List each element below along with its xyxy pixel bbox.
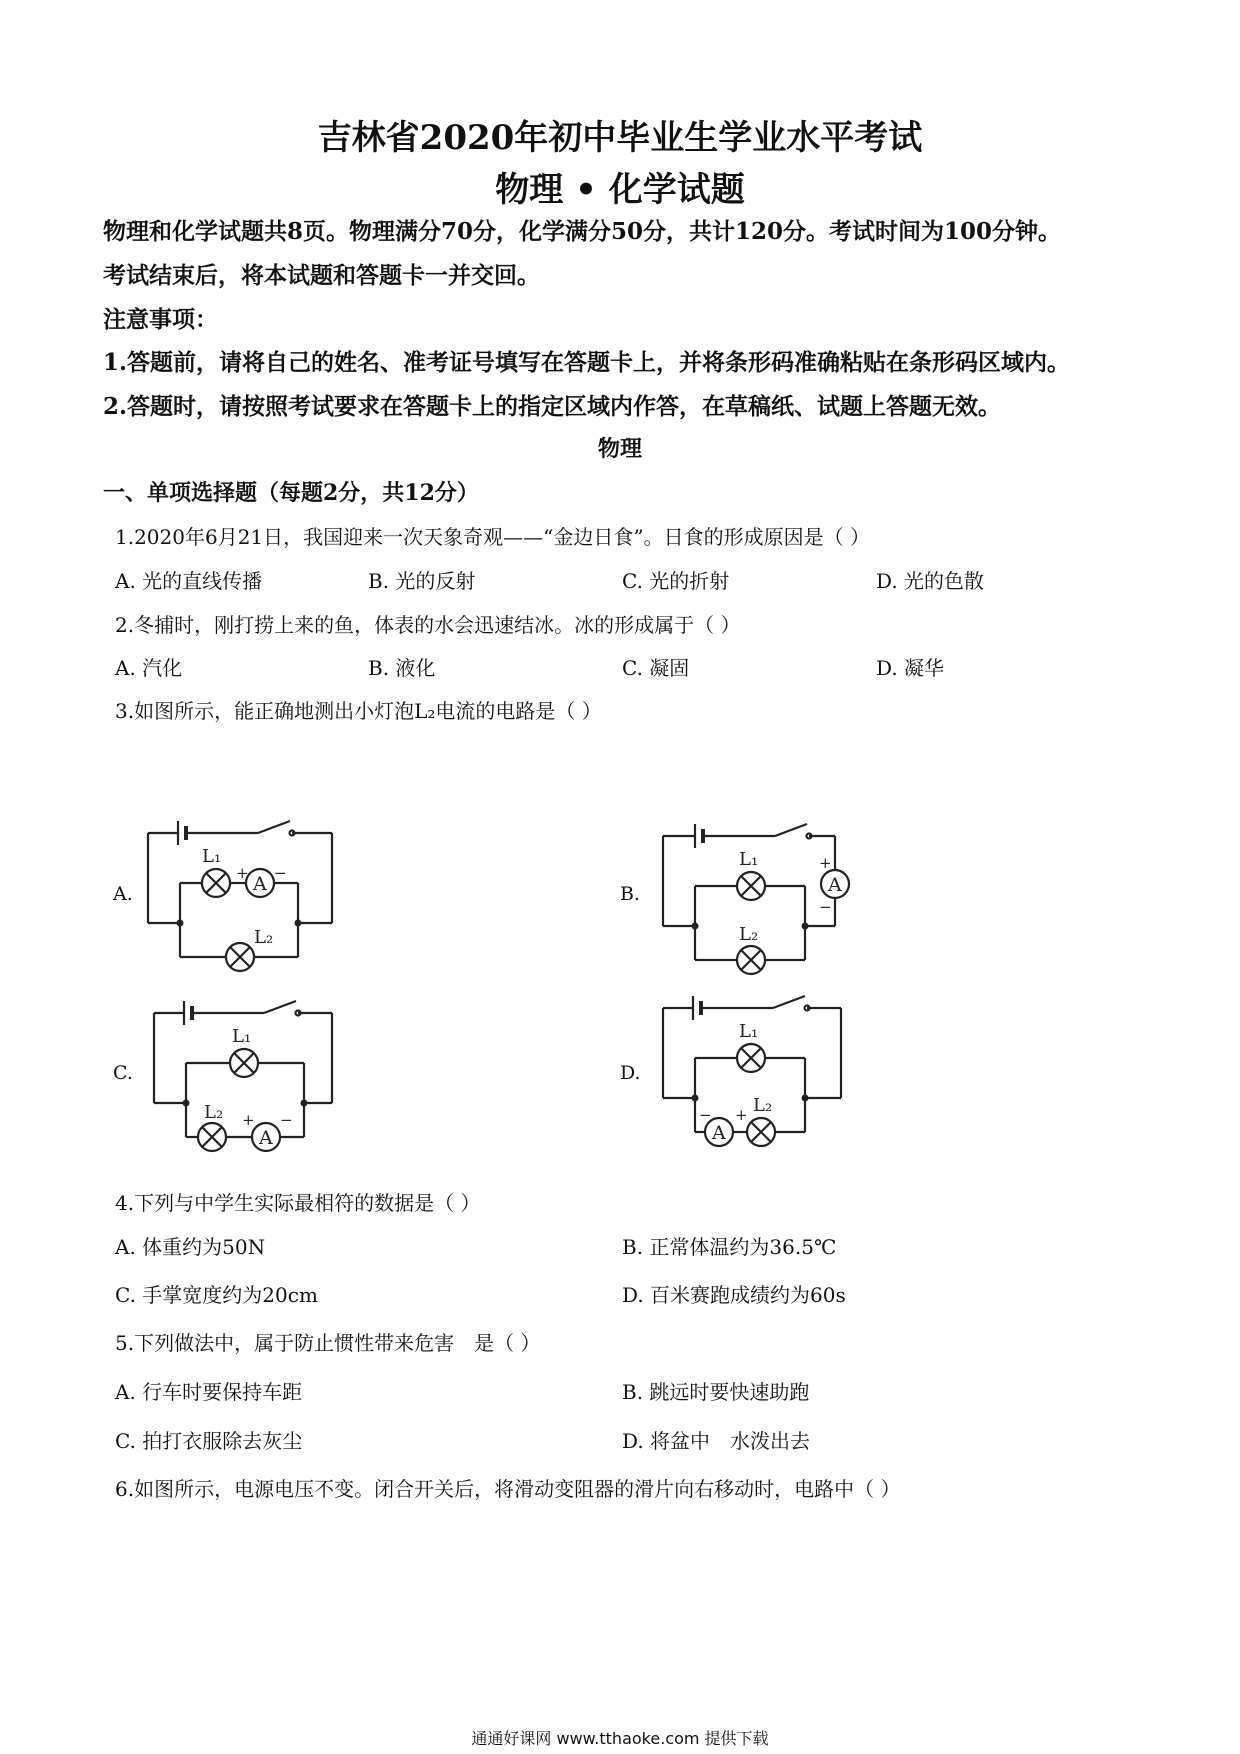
question-2-option-a: A. 汽化	[115, 656, 183, 680]
question-2-stem: 2.冬捕时，刚打捞上来的鱼，体表的水会迅速结冰。冰的形成属于（ ）	[115, 613, 741, 637]
question-4-option-a: A. 体重约为50N	[115, 1235, 266, 1259]
circuit-diagram-c	[146, 995, 346, 1155]
question-3-option-d: D.	[620, 1062, 641, 1084]
ammeter-minus-label: −	[819, 898, 832, 916]
question-2-option-c: C. 凝固	[622, 656, 690, 680]
circuit-diagram-b	[655, 818, 865, 978]
question-5-option-a: A. 行车时要保持车距	[115, 1380, 303, 1404]
question-1-option-c: C. 光的折射	[622, 569, 730, 593]
question-5-option-c: C. 拍打衣服除去灰尘	[115, 1429, 303, 1453]
ammeter-plus-label: +	[819, 854, 832, 872]
lamp-l2-label: L₂	[739, 924, 759, 945]
question-3-option-a: A.	[113, 883, 133, 905]
ammeter-label: A	[259, 1127, 273, 1149]
ammeter-minus-label: −	[280, 1111, 293, 1129]
intro-line-2: 考试结束后，将本试题和答题卡一并交回。	[103, 262, 540, 289]
ammeter-minus-label: −	[274, 864, 287, 882]
section-heading: 一、单项选择题（每题2分，共12分）	[103, 480, 479, 506]
question-5-option-b: B. 跳远时要快速助跑	[622, 1380, 810, 1404]
question-5-stem: 5.下列做法中，属于防止惯性带来危害 是（ ）	[115, 1331, 541, 1355]
lamp-l2-label: L₂	[753, 1095, 773, 1116]
note-1: 1.答题前，请将自己的姓名、准考证号填写在答题卡上，并将条形码准确粘贴在条形码区域内。	[103, 349, 1071, 376]
question-1-option-d: D. 光的色散	[876, 569, 985, 593]
footer-watermark: 通通好课网 www.tthaoke.com 提供下载	[471, 1729, 769, 1748]
ammeter-plus-label: +	[236, 864, 249, 882]
question-2-option-b: B. 液化	[368, 656, 436, 680]
notes-title: 注意事项：	[103, 306, 218, 333]
question-2-option-d: D. 凝华	[876, 656, 945, 680]
circuit-diagram-a	[140, 815, 340, 975]
lamp-l1-label: L₁	[739, 849, 759, 870]
ammeter-label: A	[828, 874, 842, 896]
question-6-stem: 6.如图所示，电源电压不变。闭合开关后，将滑动变阻器的滑片向右移动时，电路中（ ）	[115, 1477, 901, 1501]
lamp-l2-label: L₂	[204, 1102, 224, 1123]
question-3-option-c: C.	[113, 1062, 133, 1084]
question-1-option-b: B. 光的反射	[368, 569, 476, 593]
intro-line-1: 物理和化学试题共8页。物理满分70分，化学满分50分，共计120分。考试时间为100分钟。	[103, 218, 1062, 245]
exam-title: 吉林省2020年初中毕业生学业水平考试	[317, 118, 923, 158]
ammeter-label: A	[712, 1122, 726, 1144]
lamp-l1-label: L₁	[202, 846, 222, 867]
question-4-stem: 4.下列与中学生实际最相符的数据是（ ）	[115, 1191, 481, 1215]
ammeter-minus-label: −	[699, 1106, 712, 1124]
ammeter-plus-label: +	[735, 1106, 748, 1124]
lamp-l2-label: L₂	[254, 927, 274, 948]
question-3-option-b: B.	[620, 883, 641, 905]
question-1-option-a: A. 光的直线传播	[115, 569, 263, 593]
question-3-stem: 3.如图所示，能正确地测出小灯泡L₂电流的电路是（ ）	[115, 699, 602, 723]
question-4-option-c: C. 手掌宽度约为20cm	[115, 1283, 318, 1307]
question-4-option-d: D. 百米赛跑成绩约为60s	[622, 1283, 846, 1307]
circuit-diagram-d	[655, 990, 855, 1150]
question-5-option-d: D. 将盆中 水泼出去	[622, 1429, 811, 1453]
note-2: 2.答题时，请按照考试要求在答题卡上的指定区域内作答，在草稿纸、试题上答题无效。	[103, 393, 1002, 420]
ammeter-plus-label: +	[242, 1111, 255, 1129]
subject-heading: 物理	[597, 436, 642, 462]
exam-subtitle: 物理 • 化学试题	[495, 170, 745, 210]
lamp-l1-label: L₁	[739, 1021, 759, 1042]
question-1-stem: 1.2020年6月21日，我国迎来一次天象奇观——“金边日食”。日食的形成原因是（ ）	[115, 525, 870, 549]
question-4-option-b: B. 正常体温约为36.5℃	[622, 1235, 837, 1259]
ammeter-label: A	[253, 873, 267, 895]
lamp-l1-label: L₁	[232, 1026, 252, 1047]
